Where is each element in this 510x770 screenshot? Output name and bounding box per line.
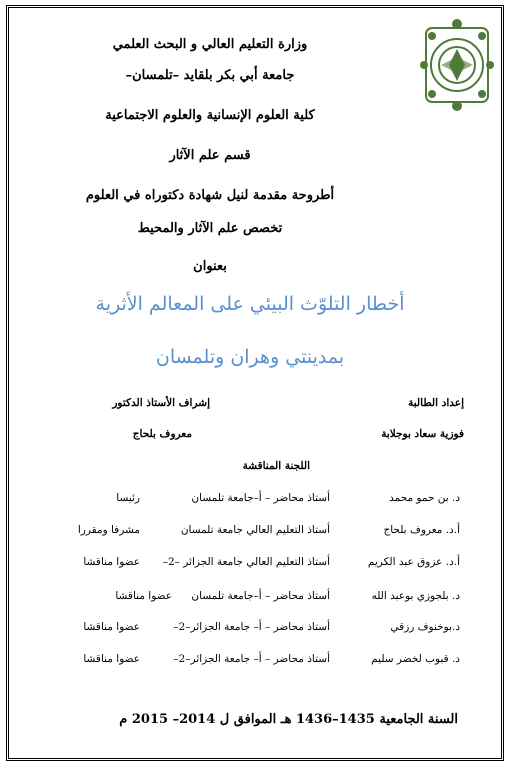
thesis-subtitle: بمدينتي وهران وتلمسان <box>155 346 345 368</box>
member-role: رئيسا <box>116 492 140 504</box>
titled-line: بعنوان <box>193 259 227 274</box>
member-role: عضوا مناقشا <box>115 590 172 602</box>
member-rank: أستاذ التعليم العالي جامعة الجزائر –2– <box>162 556 330 568</box>
member-rank: أستاذ محاضر – أ– جامعة الجزائر–2– <box>173 653 330 665</box>
member-rank: أستاذ محاضر – أ– جامعة الجزائر–2– <box>173 621 330 633</box>
supervisor-name: معروف بلحاج <box>132 428 192 440</box>
faculty-line: كلية العلوم الإنسانية والعلوم الاجتماعية <box>105 108 315 123</box>
committee-heading: اللجنة المناقشة <box>242 460 310 472</box>
university-line: جامعة أبي بكر بلقايد –تلمسان– <box>125 68 295 83</box>
member-role: عضوا مناقشا <box>83 621 140 633</box>
student-name: فوزية سعاد بوجلابة <box>381 428 464 440</box>
thesis-line: أطروحة مقدمة لنيل شهادة دكتوراه في العلوم <box>85 188 335 203</box>
member-name: د. بن حمو محمد <box>389 492 460 504</box>
academic-year: السنة الجامعية 1435–1436 هـ الموافق ل 2014– 2015 م <box>119 712 458 727</box>
member-name: د. قبوب لخضر سليم <box>371 653 460 665</box>
member-rank: أستاذ التعليم العالي جامعة تلمسان <box>180 524 330 536</box>
member-name: د.بوخنوف رزقي <box>390 621 460 633</box>
member-rank: أستاذ محاضر – أ–جامعة تلمسان <box>191 590 330 602</box>
thesis-title: أخطار التلوّث البيئي على المعالم الأثرية <box>95 293 405 315</box>
member-name: أ.د. عزوق عبد الكريم <box>367 556 460 568</box>
university-seal-icon <box>420 18 494 112</box>
department-line: قسم علم الآثار <box>169 148 251 163</box>
ministry-line: وزارة التعليم العالي و البحث العلمي <box>112 37 308 52</box>
supervision-label: إشراف الأستاذ الدكتور <box>112 397 210 409</box>
member-role: عضوا مناقشا <box>83 653 140 665</box>
member-role: مشرفا ومقررا <box>77 524 140 536</box>
member-rank: أستاذ محاضر – أ–جامعة تلمسان <box>191 492 330 504</box>
member-name: أ.د. معروف بلحاج <box>383 524 460 536</box>
member-role: عضوا مناقشا <box>83 556 140 568</box>
specialty-line: تخصص علم الآثار والمحيط <box>137 221 283 236</box>
prepared-label: إعداد الطالبة <box>408 397 464 409</box>
member-name: د. بلجوزي بوعبد الله <box>371 590 460 602</box>
